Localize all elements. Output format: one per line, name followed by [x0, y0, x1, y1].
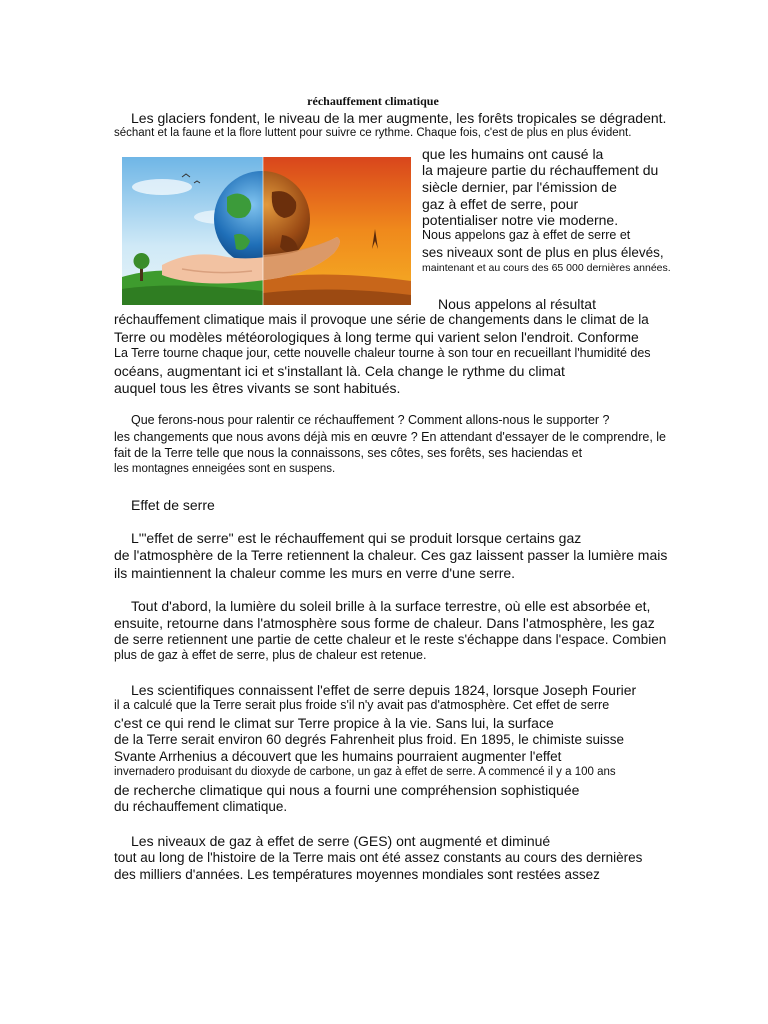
section-heading: Effet de serre	[131, 497, 215, 513]
para6-line-2: tout au long de l'histoire de la Terre mais ont été assez constants au cours des dernières	[114, 850, 643, 865]
side-line-6: Nous appelons gaz à effet de serre et	[422, 228, 631, 242]
para1-line-6: auquel tous les êtres vivants se sont habitués.	[114, 380, 401, 396]
intro-line-2: séchant et la faune et la flore luttent pour suivre ce rythme. Chaque fois, c'est de plus en plus évident.	[114, 127, 632, 139]
para3-line-1: L'"effet de serre" est le réchauffement qui se produit lorsque certains gaz	[131, 530, 582, 546]
para1-line-4: La Terre tourne chaque jour, cette nouvelle chaleur tourne à son tour en recueillant l'humidité des	[114, 346, 651, 360]
para2-line-1: Que ferons-nous pour ralentir ce réchauffement ? Comment allons-nous le supporter ?	[131, 413, 610, 427]
para2-line-2: les changements que nous avons déjà mis en œuvre ? En attendant d'essayer de le comprendre, le	[114, 430, 667, 444]
para5-line-8: du réchauffement climatique.	[114, 799, 288, 814]
para1-line-3: Terre ou modèles météorologiques à long terme qui varient selon l'endroit. Conforme	[114, 329, 639, 345]
para1-line-2: réchauffement climatique mais il provoque une série de changements dans le climat de la	[114, 312, 649, 327]
para4-line-4: plus de gaz à effet de serre, plus de chaleur est retenue.	[114, 648, 427, 662]
intro-line-1: Les glaciers fondent, le niveau de la mer augmente, les forêts tropicales se dégradent.	[131, 110, 667, 126]
para1-line-5: océans, augmentant ici et s'installant là. Cela change le rythme du climat	[114, 363, 565, 379]
side-line-4: gaz à effet de serre, pour	[422, 196, 579, 212]
para5-line-3: c'est ce qui rend le climat sur Terre propice à la vie. Sans lui, la surface	[114, 715, 554, 731]
para3-line-3: ils maintiennent la chaleur comme les murs en verre d'une serre.	[114, 565, 516, 581]
side-line-1: que les humains ont causé la	[422, 146, 604, 162]
para4-line-1: Tout d'abord, la lumière du soleil brille à la surface terrestre, où elle est absorbée et,	[131, 598, 651, 614]
para6-line-1: Les niveaux de gaz à effet de serre (GES) ont augmenté et diminué	[131, 833, 551, 849]
para5-line-7: de recherche climatique qui nous a fourni une compréhension sophistiquée	[114, 782, 580, 798]
side-line-3: siècle dernier, par l'émission de	[422, 179, 617, 195]
para2-line-3: fait de la Terre telle que nous la connaissons, ses côtes, ses forêts, ses haciendas et	[114, 446, 583, 460]
para4-line-2: ensuite, retourne dans l'atmosphère sous forme de chaleur. Dans l'atmosphère, les gaz	[114, 615, 655, 631]
para5-line-5: Svante Arrhenius a découvert que les humains pourraient augmenter l'effet	[114, 749, 562, 764]
side-line-5: potentialiser notre vie moderne.	[422, 212, 619, 228]
para6-line-3: des milliers d'années. Les températures moyennes mondiales sont restées assez	[114, 867, 600, 882]
side-line-2: la majeure partie du réchauffement du	[422, 162, 659, 178]
side-line-7: ses niveaux sont de plus en plus élevés,	[422, 245, 664, 260]
para5-line-4: de la Terre serait environ 60 degrés Fahrenheit plus froid. En 1895, le chimiste suisse	[114, 732, 625, 747]
document-title: réchauffement climatique	[307, 94, 439, 108]
para5-line-6: invernadero produisant du dioxyde de carbone, un gaz à effet de serre. A commencé il y a 100 ans	[114, 766, 616, 778]
para5-line-2: il a calculé que la Terre serait plus froide s'il n'y avait pas d'atmosphère. Cet effet de serre	[114, 698, 610, 712]
para2-line-4: les montagnes enneigées sont en suspens.	[114, 463, 336, 475]
earth-in-hands-climate-image	[122, 157, 411, 305]
para5-line-1: Les scientifiques connaissent l'effet de serre depuis 1824, lorsque Joseph Fourier	[131, 682, 637, 698]
para1-line-1: Nous appelons al résultat	[438, 296, 596, 312]
para3-line-2: de l'atmosphère de la Terre retiennent la chaleur. Ces gaz laissent passer la lumière mais	[114, 547, 668, 563]
side-line-8: maintenant et au cours des 65 000 dernières années.	[422, 262, 671, 274]
para4-line-3: de serre retiennent une partie de cette chaleur et le reste s'échappe dans l'espace. Combien	[114, 632, 667, 647]
